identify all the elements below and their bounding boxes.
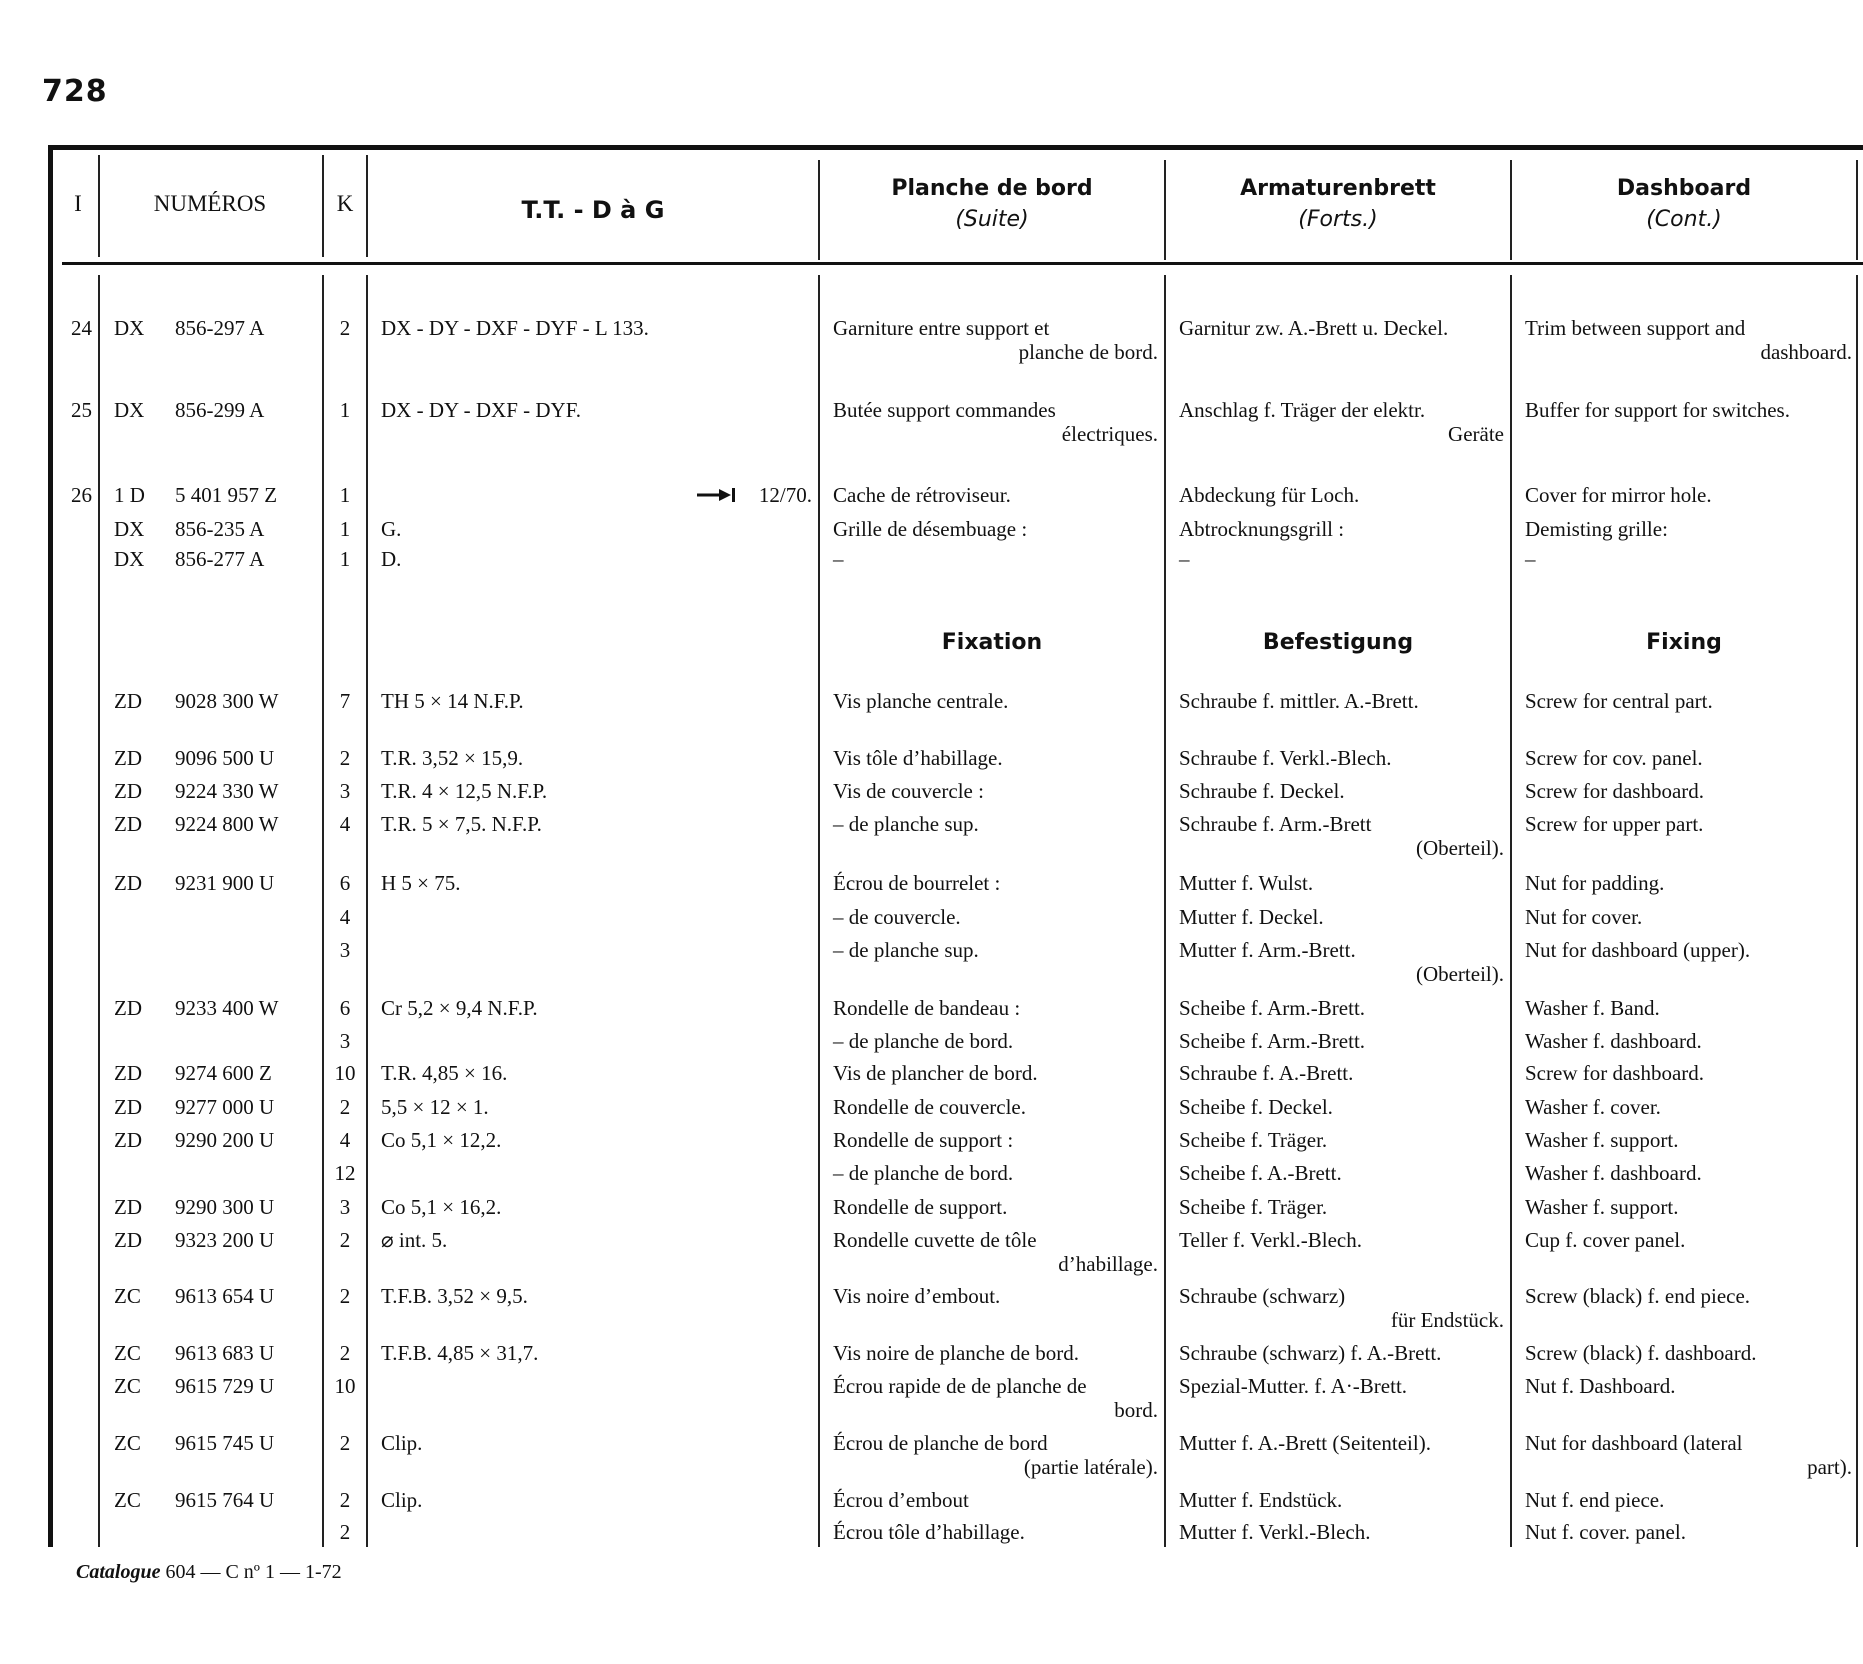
description-de-line: Anschlag f. Träger der elektr. [1179, 398, 1426, 422]
quantity: 3 [339, 779, 351, 803]
date-marker: 12/70. [758, 483, 812, 507]
header-fr-sub: (Suite) [955, 207, 1029, 232]
part-prefix: ZC [114, 1341, 141, 1365]
quantity: 2 [339, 1095, 351, 1119]
quantity: 10 [334, 1061, 356, 1085]
description-de-line: Schraube f. Arm.-Brett [1179, 812, 1372, 836]
part-number: 9277 000 U [175, 1095, 275, 1119]
description-de-line: Teller f. Verkl.-Blech. [1179, 1228, 1362, 1252]
description-de-line: Scheibe f. Deckel. [1179, 1095, 1333, 1119]
description-de [1179, 1161, 1504, 1185]
description-fr-line: Vis noire d’embout. [833, 1284, 1001, 1308]
description-fr-line: – de couvercle. [833, 905, 961, 929]
description-en-line: Nut for dashboard (lateral [1525, 1431, 1743, 1455]
footer-catalogue-label: Catalogue [76, 1561, 161, 1583]
description-de-continuation: Geräte [1448, 422, 1504, 446]
description-de [1179, 1488, 1504, 1512]
catalogue-footer [76, 1561, 342, 1584]
description-fr-line: Butée support commandes [833, 398, 1056, 422]
header-en [1512, 176, 1856, 232]
description-fr [833, 779, 1158, 803]
description-de-line: Scheibe f. Träger. [1179, 1128, 1328, 1152]
model-applicability: DX - DY - DXF - DYF - L 133. [381, 316, 649, 340]
description-en [1525, 1374, 1852, 1398]
quantity: 2 [339, 1488, 351, 1512]
description-en-line: Washer f. support. [1525, 1195, 1679, 1219]
description-de-line: Schraube f. Verkl.-Blech. [1179, 746, 1392, 770]
description-en-line: – [1525, 547, 1536, 571]
description-fr [833, 1061, 1158, 1085]
description-fr-line: Rondelle cuvette de tôle [833, 1228, 1037, 1252]
part-prefix: ZD [114, 746, 142, 770]
description-de [1179, 1195, 1504, 1219]
model-applicability: Co 5,1 × 12,2. [381, 1128, 502, 1152]
part-prefix: ZD [114, 812, 142, 836]
description-en-line: Screw for dashboard. [1525, 779, 1705, 803]
description-de [1179, 1284, 1504, 1332]
header-en-title: Dashboard [1616, 176, 1752, 201]
description-de [1179, 1061, 1504, 1085]
part-prefix: ZD [114, 689, 142, 713]
model-applicability: T.R. 4 × 12,5 N.F.P. [381, 779, 548, 803]
description-de [1179, 398, 1504, 446]
quantity: 1 [339, 483, 351, 507]
header-en-sub: (Cont.) [1646, 207, 1722, 232]
description-en [1525, 938, 1852, 962]
description-fr [833, 483, 1158, 507]
quantity: 6 [339, 871, 351, 895]
quantity: 10 [334, 1374, 356, 1398]
header-col-k: K [336, 191, 354, 216]
description-fr [833, 871, 1158, 895]
part-prefix: DX [114, 547, 145, 571]
column-divider [1856, 275, 1858, 1547]
quantity: 2 [339, 1284, 351, 1308]
description-fr-line: Cache de rétroviseur. [833, 483, 1011, 507]
description-fr-line: Garniture entre support et [833, 316, 1050, 340]
description-de-line: Scheibe f. Arm.-Brett. [1179, 996, 1366, 1020]
description-en [1525, 871, 1852, 895]
description-de [1179, 746, 1504, 770]
description-fr-continuation: planche de bord. [1018, 340, 1158, 364]
section-title-de: Befestigung [1262, 630, 1414, 655]
description-en [1525, 1284, 1852, 1308]
description-fr-line: – de planche de bord. [833, 1029, 1014, 1053]
description-en-line: Cover for mirror hole. [1525, 483, 1712, 507]
model-applicability: H 5 × 75. [381, 871, 461, 895]
description-de-continuation: für Endstück. [1390, 1308, 1504, 1332]
header-col-numeros: NUMÉROS [153, 191, 267, 216]
model-applicability: T.F.B. 3,52 × 9,5. [381, 1284, 528, 1308]
description-fr-line: Vis tôle d’habillage. [833, 746, 1003, 770]
model-applicability: T.R. 4,85 × 16. [381, 1061, 508, 1085]
quantity: 1 [339, 398, 351, 422]
model-applicability: ⌀ int. 5. [381, 1228, 448, 1252]
description-de-line: Abtrocknungsgrill : [1179, 517, 1345, 541]
description-en [1525, 746, 1852, 770]
part-prefix: ZD [114, 1128, 142, 1152]
header-col-tt: T.T. - D à G [521, 196, 665, 224]
description-de-line: Schraube f. A.-Brett. [1179, 1061, 1354, 1085]
header-fr-title: Planche de bord [891, 176, 1093, 201]
part-prefix: ZC [114, 1431, 141, 1455]
description-fr-line: – de planche sup. [833, 812, 979, 836]
header-fr [820, 176, 1164, 232]
description-en-line: Buffer for support for switches. [1525, 398, 1790, 422]
description-en-line: Cup f. cover panel. [1525, 1228, 1686, 1252]
description-en-continuation: part). [1807, 1455, 1852, 1479]
model-applicability: D. [381, 547, 402, 571]
description-de [1179, 996, 1504, 1020]
description-fr [833, 1341, 1158, 1365]
description-en [1525, 1341, 1852, 1365]
description-de [1179, 316, 1504, 340]
description-en [1525, 517, 1852, 541]
description-de-line: Mutter f. A.-Brett (Seitenteil). [1179, 1431, 1431, 1455]
part-number: 9233 400 W [175, 996, 279, 1020]
model-applicability: T.F.B. 4,85 × 31,7. [381, 1341, 539, 1365]
description-de [1179, 1128, 1504, 1152]
part-prefix: 1 D [114, 483, 145, 507]
description-de-line: Schraube (schwarz) [1179, 1284, 1346, 1308]
part-prefix: ZD [114, 779, 142, 803]
part-prefix: DX [114, 517, 145, 541]
part-number: 5 401 957 Z [175, 483, 278, 507]
description-de [1179, 689, 1504, 713]
quantity: 2 [339, 1520, 351, 1544]
description-de [1179, 905, 1504, 929]
description-en-line: Screw for dashboard. [1525, 1061, 1705, 1085]
description-de-line: Schraube f. mittler. A.-Brett. [1179, 689, 1419, 713]
header-rule [62, 262, 1863, 265]
description-fr [833, 938, 1158, 962]
description-de-line: Scheibe f. Träger. [1179, 1195, 1328, 1219]
description-en [1525, 1431, 1852, 1479]
quantity: 1 [339, 547, 351, 571]
description-en [1525, 1228, 1852, 1252]
description-fr-line: Écrou de planche de bord [833, 1431, 1048, 1455]
description-en-line: Screw for central part. [1525, 689, 1713, 713]
quantity: 2 [339, 1341, 351, 1365]
description-fr-line: Vis planche centrale. [833, 689, 1009, 713]
description-fr-line: Écrou tôle d’habillage. [833, 1520, 1025, 1544]
header-col-i: I [74, 191, 82, 216]
description-fr [833, 1128, 1158, 1152]
description-en [1525, 689, 1852, 713]
quantity: 2 [339, 1431, 351, 1455]
description-en [1525, 905, 1852, 929]
description-en-line: Screw (black) f. dashboard. [1525, 1341, 1757, 1365]
quantity: 3 [339, 1029, 351, 1053]
description-de-line: Garnitur zw. A.-Brett u. Deckel. [1179, 316, 1449, 340]
description-fr-continuation: (partie latérale). [1023, 1455, 1158, 1479]
description-fr [833, 746, 1158, 770]
quantity: 4 [339, 1128, 351, 1152]
part-number: 9613 654 U [175, 1284, 275, 1308]
description-en [1525, 1095, 1852, 1119]
description-fr [833, 812, 1158, 836]
description-de-line: Scheibe f. Arm.-Brett. [1179, 1029, 1366, 1053]
part-number: 9615 745 U [175, 1431, 275, 1455]
description-fr [833, 1195, 1158, 1219]
description-en [1525, 1488, 1852, 1512]
model-applicability: Clip. [381, 1488, 423, 1512]
part-number: 9615 764 U [175, 1488, 275, 1512]
description-en [1525, 316, 1852, 364]
description-de-line: Mutter f. Arm.-Brett. [1179, 938, 1356, 962]
description-de-continuation: (Oberteil). [1415, 836, 1504, 860]
description-fr-line: Rondelle de support : [833, 1128, 1014, 1152]
description-fr-line: Écrou rapide de de planche de [833, 1374, 1087, 1398]
part-prefix: ZD [114, 1195, 142, 1219]
description-de [1179, 547, 1504, 571]
description-en [1525, 996, 1852, 1020]
part-prefix: ZC [114, 1284, 141, 1308]
column-divider [818, 275, 820, 1547]
description-en-continuation: dashboard. [1760, 340, 1852, 364]
part-number: 856-297 A [175, 316, 265, 340]
description-de-line: Mutter f. Wulst. [1179, 871, 1314, 895]
description-fr [833, 1520, 1158, 1544]
description-fr-line: Vis noire de planche de bord. [833, 1341, 1079, 1365]
part-number: 9613 683 U [175, 1341, 275, 1365]
description-en-line: Washer f. dashboard. [1525, 1161, 1702, 1185]
part-prefix: ZD [114, 871, 142, 895]
description-en [1525, 398, 1852, 422]
part-number: 9224 800 W [175, 812, 279, 836]
description-en-line: Nut for cover. [1525, 905, 1643, 929]
page-number: 728 [42, 74, 108, 109]
description-fr-continuation: électriques. [1061, 422, 1158, 446]
item-index: 25 [71, 398, 92, 422]
description-en [1525, 1128, 1852, 1152]
description-de-line: Abdeckung für Loch. [1179, 483, 1360, 507]
quantity: 3 [339, 1195, 351, 1219]
description-en [1525, 1195, 1852, 1219]
part-number: 9290 300 U [175, 1195, 275, 1219]
description-fr-line: Grille de désembuage : [833, 517, 1028, 541]
description-en-line: Nut f. cover. panel. [1525, 1520, 1686, 1544]
description-de [1179, 1228, 1504, 1252]
part-number: 9615 729 U [175, 1374, 275, 1398]
description-fr [833, 1431, 1158, 1479]
part-prefix: DX [114, 398, 145, 422]
description-en [1525, 779, 1852, 803]
model-applicability: Co 5,1 × 16,2. [381, 1195, 502, 1219]
section-title-fr: Fixation [941, 630, 1043, 655]
description-de [1179, 1095, 1504, 1119]
description-en [1525, 547, 1852, 571]
part-number: 856-277 A [175, 547, 265, 571]
section-title-en: Fixing [1646, 630, 1722, 655]
header-de [1166, 176, 1510, 232]
description-de [1179, 1341, 1504, 1365]
description-fr [833, 1284, 1158, 1308]
part-prefix: ZD [114, 1095, 142, 1119]
quantity: 12 [334, 1161, 356, 1185]
description-fr-line: Écrou d’embout [833, 1488, 969, 1512]
column-divider [98, 275, 100, 1547]
quantity: 6 [339, 996, 351, 1020]
description-fr-line: Écrou de bourrelet : [833, 871, 1001, 895]
description-en [1525, 812, 1852, 836]
description-fr [833, 996, 1158, 1020]
model-applicability: 5,5 × 12 × 1. [381, 1095, 489, 1119]
description-en-line: Screw for cov. panel. [1525, 746, 1703, 770]
part-number: 9290 200 U [175, 1128, 275, 1152]
description-fr-line: Rondelle de bandeau : [833, 996, 1021, 1020]
description-fr [833, 1374, 1158, 1422]
description-fr [833, 398, 1158, 446]
description-de-line: – [1179, 547, 1190, 571]
description-en [1525, 1161, 1852, 1185]
description-fr [833, 905, 1158, 929]
item-index: 24 [71, 316, 92, 340]
description-fr [833, 1161, 1158, 1185]
description-de-line: Mutter f. Endstück. [1179, 1488, 1343, 1512]
description-de-line: Mutter f. Verkl.-Blech. [1179, 1520, 1371, 1544]
description-fr [833, 1228, 1158, 1276]
part-prefix: ZC [114, 1488, 141, 1512]
part-prefix: ZC [114, 1374, 141, 1398]
item-index: 26 [71, 483, 92, 507]
part-prefix: ZD [114, 1228, 142, 1252]
description-de [1179, 1431, 1504, 1455]
part-prefix: ZD [114, 996, 142, 1020]
description-fr [833, 1095, 1158, 1119]
description-fr [833, 689, 1158, 713]
description-fr [833, 547, 1158, 571]
part-number: 9224 330 W [175, 779, 279, 803]
part-prefix: ZD [114, 1061, 142, 1085]
part-number: 9231 900 U [175, 871, 275, 895]
quantity: 7 [339, 689, 351, 713]
footer-catalogue-ref: 604 — C nº 1 — 1-72 [165, 1561, 342, 1583]
part-number: 9274 600 Z [175, 1061, 272, 1085]
quantity: 2 [339, 1228, 351, 1252]
model-applicability: TH 5 × 14 N.F.P. [381, 689, 524, 713]
column-divider [1164, 275, 1166, 1547]
model-applicability: DX - DY - DXF - DYF. [381, 398, 581, 422]
description-fr [833, 316, 1158, 364]
description-en-line: Washer f. Band. [1525, 996, 1660, 1020]
model-applicability: Clip. [381, 1431, 423, 1455]
description-en [1525, 1029, 1852, 1053]
description-en-line: Washer f. cover. [1525, 1095, 1661, 1119]
description-en-line: Nut for dashboard (upper). [1525, 938, 1751, 962]
description-fr-line: Rondelle de couvercle. [833, 1095, 1026, 1119]
description-de-line: Mutter f. Deckel. [1179, 905, 1324, 929]
description-fr-line: – de planche de bord. [833, 1161, 1014, 1185]
description-de [1179, 483, 1504, 507]
description-en-line: Nut f. Dashboard. [1525, 1374, 1676, 1398]
description-de-line: Scheibe f. A.-Brett. [1179, 1161, 1342, 1185]
description-en-line: Nut f. end piece. [1525, 1488, 1665, 1512]
part-prefix: DX [114, 316, 145, 340]
column-divider [1510, 275, 1512, 1547]
description-en [1525, 483, 1852, 507]
description-fr [833, 517, 1158, 541]
quantity: 2 [339, 746, 351, 770]
table-frame-top [48, 145, 1863, 150]
description-en-line: Demisting grille: [1525, 517, 1668, 541]
header-de-sub: (Forts.) [1298, 207, 1378, 232]
description-en-line: Nut for padding. [1525, 871, 1665, 895]
description-de-line: Schraube (schwarz) f. A.-Brett. [1179, 1341, 1442, 1365]
description-fr [833, 1029, 1158, 1053]
description-en-line: Screw (black) f. end piece. [1525, 1284, 1751, 1308]
quantity: 1 [339, 517, 351, 541]
description-en-line: Screw for upper part. [1525, 812, 1704, 836]
quantity: 4 [339, 905, 351, 929]
part-number: 856-235 A [175, 517, 265, 541]
part-number: 9028 300 W [175, 689, 279, 713]
description-en [1525, 1061, 1852, 1085]
table-frame-left [48, 145, 53, 1547]
description-fr-continuation: d’habillage. [1058, 1252, 1158, 1276]
quantity: 3 [339, 938, 351, 962]
description-de [1179, 871, 1504, 895]
description-fr [833, 1488, 1158, 1512]
quantity: 4 [339, 812, 351, 836]
quantity: 2 [339, 316, 351, 340]
description-de [1179, 1029, 1504, 1053]
description-en [1525, 1520, 1852, 1544]
description-de [1179, 938, 1504, 986]
description-en-line: Washer f. support. [1525, 1128, 1679, 1152]
column-divider [1856, 160, 1858, 260]
description-de [1179, 517, 1504, 541]
description-fr-line: Rondelle de support. [833, 1195, 1008, 1219]
model-applicability: T.R. 5 × 7,5. N.F.P. [381, 812, 542, 836]
description-fr-line: – de planche sup. [833, 938, 979, 962]
description-de [1179, 812, 1504, 860]
description-en-line: Washer f. dashboard. [1525, 1029, 1702, 1053]
description-de-continuation: (Oberteil). [1415, 962, 1504, 986]
description-fr-continuation: bord. [1114, 1398, 1158, 1422]
description-de [1179, 1520, 1504, 1544]
model-applicability: Cr 5,2 × 9,4 N.F.P. [381, 996, 538, 1020]
description-fr-line: – [833, 547, 844, 571]
model-applicability: G. [381, 517, 402, 541]
part-number: 856-299 A [175, 398, 265, 422]
part-number: 9323 200 U [175, 1228, 275, 1252]
description-de [1179, 1374, 1504, 1398]
header-de-title: Armaturenbrett [1240, 176, 1436, 201]
description-de-line: Spezial-Mutter. f. A·-Brett. [1179, 1374, 1408, 1398]
description-de-line: Schraube f. Deckel. [1179, 779, 1345, 803]
description-de [1179, 779, 1504, 803]
part-number: 9096 500 U [175, 746, 275, 770]
model-applicability: T.R. 3,52 × 15,9. [381, 746, 524, 770]
description-fr-line: Vis de plancher de bord. [833, 1061, 1038, 1085]
description-en-line: Trim between support and [1525, 316, 1746, 340]
description-fr-line: Vis de couvercle : [833, 779, 984, 803]
